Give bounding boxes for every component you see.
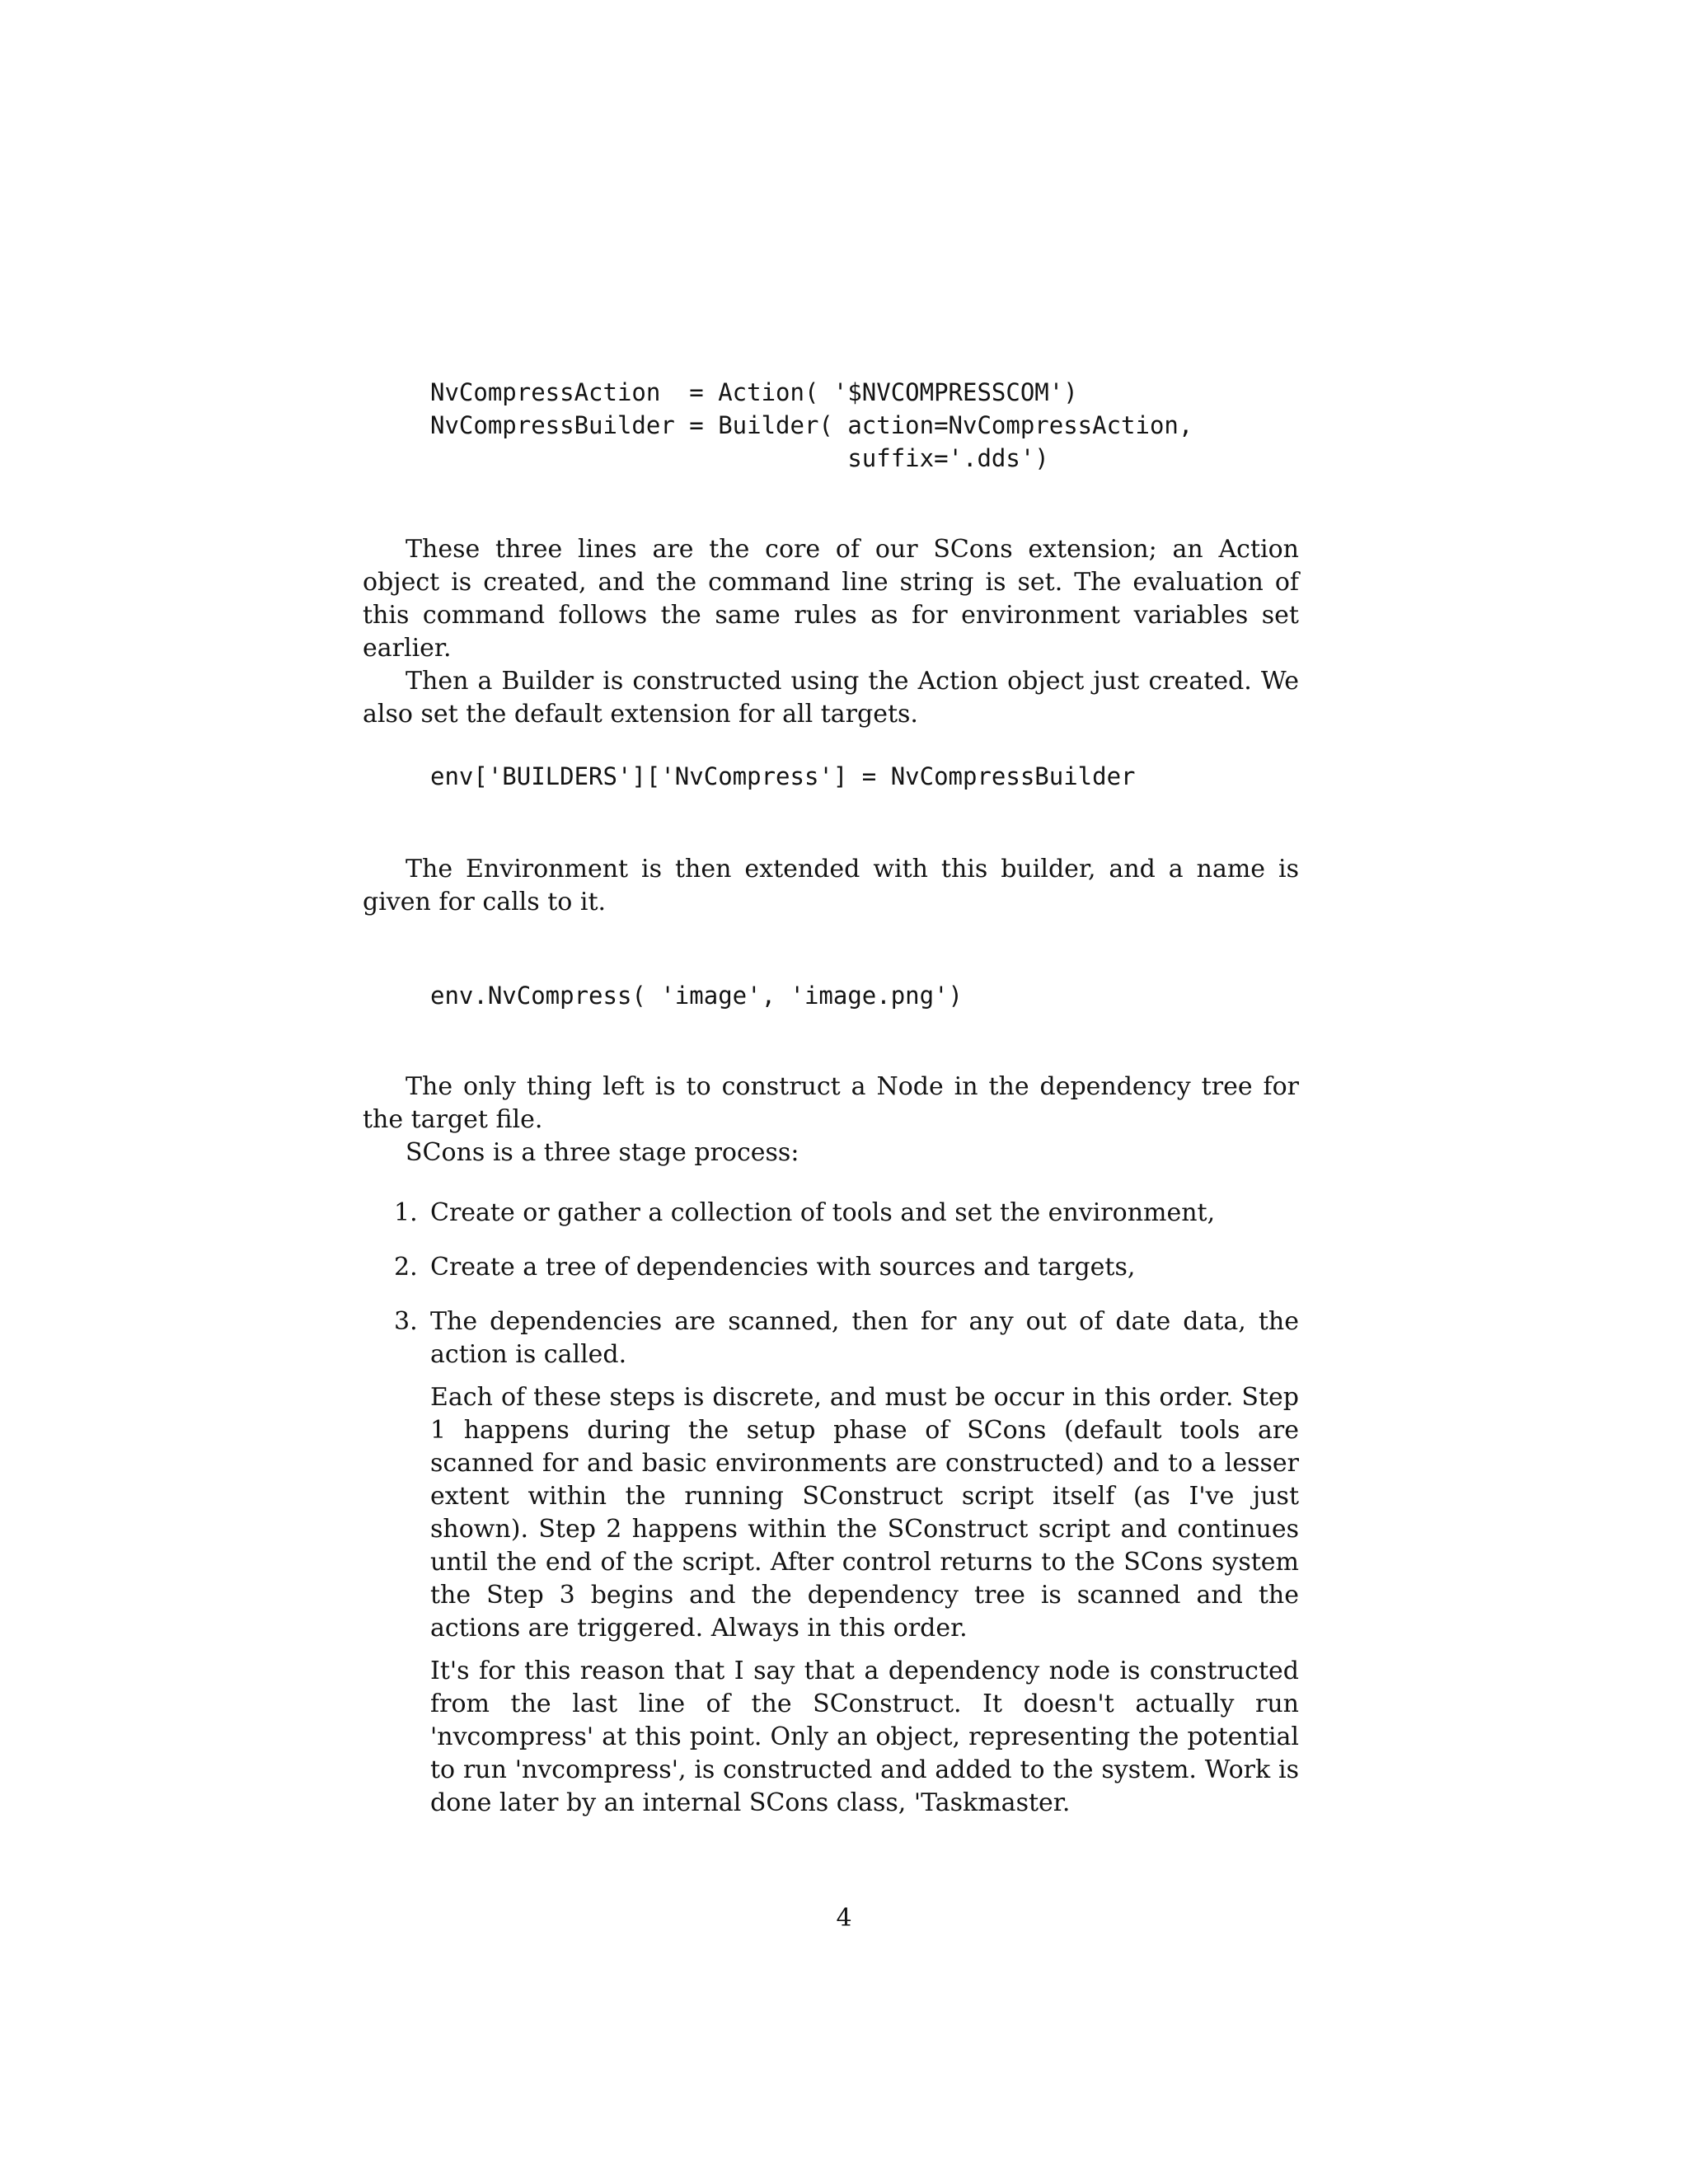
paragraph: SCons is a three stage process: <box>406 1138 799 1167</box>
list-item-number: 2. <box>394 1253 418 1282</box>
paragraph: Then a Builder is constructed using the Action object just created. We also set the default extension for all targets. <box>363 667 1299 729</box>
list-item-number: 3. <box>394 1307 418 1336</box>
paragraph-group-3 <box>363 1071 1299 1169</box>
paragraph: The only thing left is to construct a Node in the dependency tree for the target file. <box>363 1072 1299 1134</box>
page-number: 4 <box>836 1904 852 1933</box>
list-item <box>394 1251 1299 1284</box>
code-block-env-builders <box>430 760 1136 793</box>
stage-list <box>394 1197 1299 1820</box>
list-sub-paragraph: Each of these steps is discrete, and must be occur in this order. Step 1 happens during the setup phase of SCons (default tools are scanned for and basic environments are constructed) and to a lesser extent within the running SConstruct script itself (as I've just shown). Step 2 happens within the SConstruct script and continues until the end of the script. After control returns to the SCons system the Step 3 begins and the dependency tree is scanned and the actions are triggered. Always in this order. <box>430 1383 1299 1643</box>
paragraph: The Environment is then extended with this builder, and a name is given for calls to it. <box>363 855 1299 916</box>
code-line: env['BUILDERS']['NvCompress'] = NvCompressBuilder <box>430 762 1136 790</box>
code-line: suffix='.dds') <box>430 444 1049 472</box>
list-item <box>394 1197 1299 1230</box>
code-line: NvCompressBuilder = Builder( action=NvCompressAction, <box>430 411 1193 439</box>
list-item-number: 1. <box>394 1198 418 1227</box>
code-line: env.NvCompress( 'image', 'image.png') <box>430 982 964 1010</box>
paragraph-group-1 <box>363 533 1299 731</box>
code-block-env-call <box>430 979 963 1012</box>
list-item-text: The dependencies are scanned, then for any out of date data, the action is called. <box>430 1307 1299 1369</box>
list-item-text: Create or gather a collection of tools and set the environment, <box>430 1198 1216 1227</box>
list-item <box>394 1305 1299 1820</box>
list-item-text: Create a tree of dependencies with sources and targets, <box>430 1253 1136 1282</box>
list-sub-paragraph: It's for this reason that I say that a dependency node is constructed from the last line of the SConstruct. It doesn't actually run 'nvcompress' at this point. Only an object, representing the potential to run 'nvcompress', is constructed and added to the system. Work is done later by an internal SCons class, 'Taskmaster. <box>430 1657 1299 1817</box>
paragraph: These three lines are the core of our SCons extension; an Action object is created, and the command line string is set. The evaluation of this command follows the same rules as for environment variables set earlier. <box>363 535 1299 663</box>
code-line: NvCompressAction = Action( '$NVCOMPRESSCOM') <box>430 378 1078 406</box>
paragraph-group-2 <box>363 853 1299 919</box>
code-block-builder-definition <box>430 376 1193 475</box>
